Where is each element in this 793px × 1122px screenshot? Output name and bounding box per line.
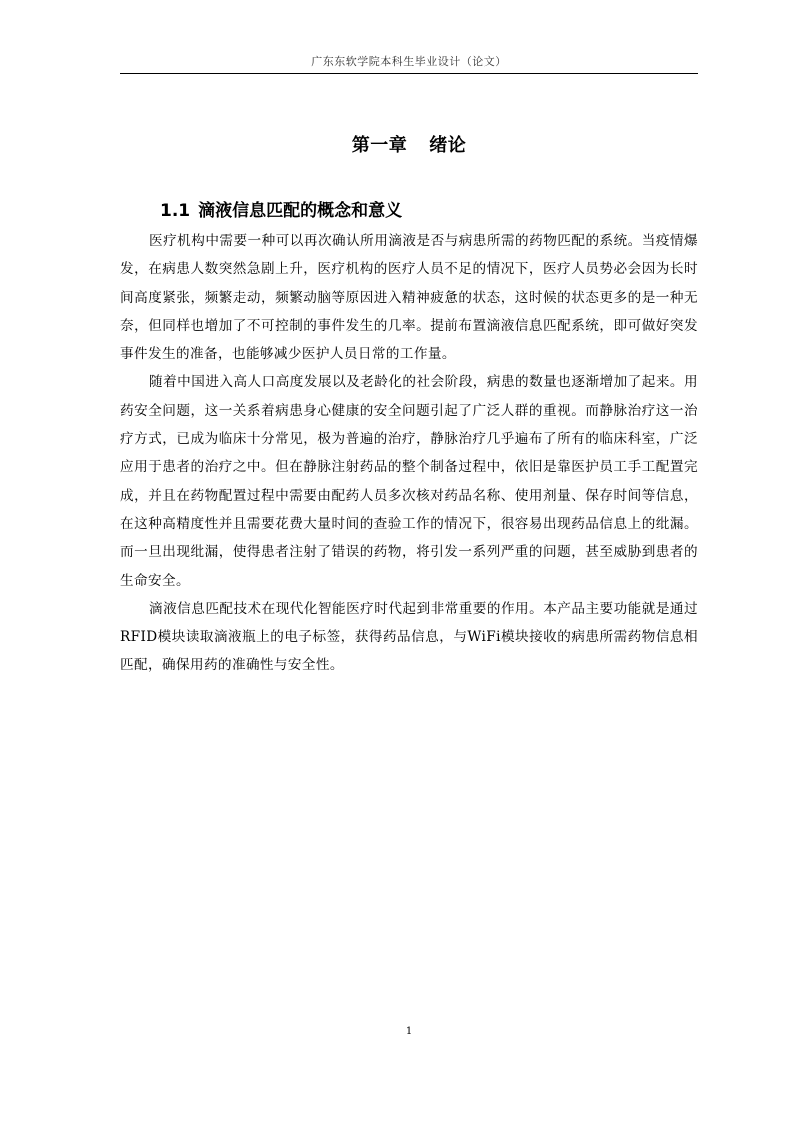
section-name: 滴液信息匹配的概念和意义 [198, 201, 403, 221]
page-number: 1 [405, 1026, 413, 1037]
chapter-title [120, 131, 698, 157]
chapter-name: 绪论 [429, 135, 467, 156]
header-rule [120, 73, 698, 74]
chapter-number: 第一章 [351, 135, 408, 156]
section-heading [160, 196, 402, 221]
body-text [120, 227, 698, 680]
page-header: 广东东软学院本科生毕业设计（论文） [311, 55, 507, 68]
paragraph: 滴液信息匹配技术在现代化智能医疗时代起到非常重要的作用。本产品主要功能就是通过RFID模块读取滴液瓶上的电子标签，获得药品信息，与WiFi模块接收的病患所需药物信息相匹配，确保用药的准确性与安全性。 [120, 600, 698, 674]
section-number: 1.1 [160, 201, 191, 221]
paragraph: 随着中国进入高人口高度发展以及老龄化的社会阶段，病患的数量也逐渐增加了起来。用药安全问题，这一关系着病患身心健康的安全问题引起了广泛人群的重视。而静脉治疗这一治疗方式，已成为临床十分常见，极为普遍的治疗，静脉治疗几乎遍布了所有的临床科室，广泛应用于患者的治疗之中。但在静脉注射药品的整个制备过程中，依旧是靠医护员工手工配置完成，并且在药物配置过程中需要由配药人员多次核对药品名称、使用剂量、保存时间等信息，在这种高精度性并且需要花费大量时间的查验工作的情况下，很容易出现药品信息上的纰漏。而一旦出现纰漏，使得患者注射了错误的药物，将引发一系列严重的问题，甚至威胁到患者的生命安全。 [120, 374, 698, 589]
paragraph: 医疗机构中需要一种可以再次确认所用滴液是否与病患所需的药物匹配的系统。当疫情爆发，在病患人数突然急剧上升，医疗机构的医疗人员不足的情况下，医疗人员势必会因为长时间高度紧张，频繁走动，频繁动脑等原因进入精神疲惫的状态，这时候的状态更多的是一种无奈，但同样也增加了不可控制的事件发生的几率。提前布置滴液信息匹配系统，即可做好突发事件发生的准备，也能够减少医护人员日常的工作量。 [120, 233, 698, 363]
